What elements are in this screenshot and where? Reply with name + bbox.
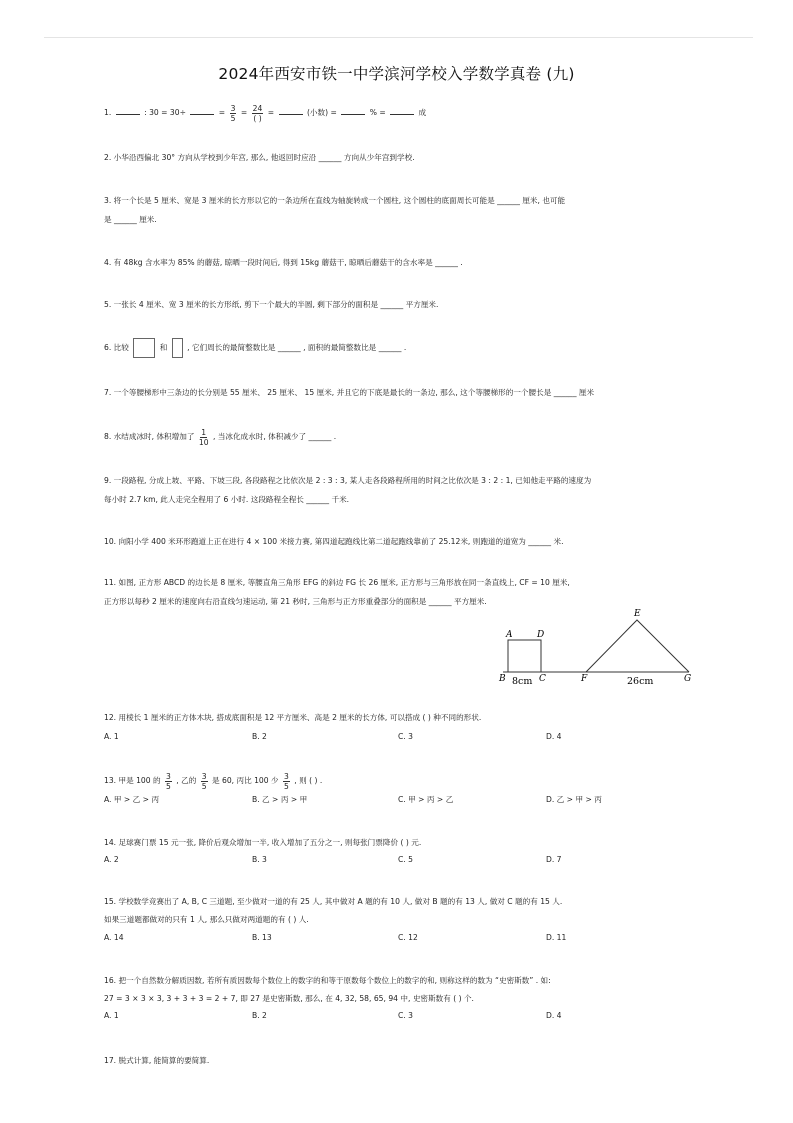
option-a[interactable]: A. 甲 > 乙 > 丙 xyxy=(104,795,160,804)
label-e: E xyxy=(634,609,641,619)
option-a[interactable]: A. 1 xyxy=(104,1011,119,1020)
fraction: $\frac{3}{5}$ xyxy=(201,771,207,791)
fraction: $\frac{1}{10}$ xyxy=(198,427,209,447)
triangle-efg xyxy=(586,620,689,672)
option-d[interactable]: D. 11 xyxy=(546,933,567,942)
label-side: 8cm xyxy=(512,676,533,687)
blank[interactable] xyxy=(279,106,303,115)
question-15-line-2: 如果三道题都做对的只有 1 人, 那么只做对两道题的有 ( ) 人. xyxy=(104,915,309,924)
option-b[interactable]: B. 13 xyxy=(252,933,272,942)
question-14: 14. 足球赛门票 15 元一张, 降价后观众增加一半, 收入增加了五分之一, 则每张门票降价 ( ) 元. xyxy=(104,838,422,847)
question-11-line-1: 11. 如图, 正方形 ABCD 的边长是 8 厘米, 等腰直角三角形 EFG 的斜边 FG 长 26 厘米, 正方形与三角形放在同一条直线上, CF = 10 厘米, xyxy=(104,578,570,587)
question-3-line-2: 是 ______ 厘米. xyxy=(104,215,157,224)
option-d[interactable]: D. 7 xyxy=(546,855,562,864)
question-9-line-1: 9. 一段路程, 分成上坡、平路、下坡三段, 各段路程之比依次是 2 : 3 : 3, 某人走各段路程所用的时间之比依次是 3 : 2 : 1, 已知他走平路的速度为 xyxy=(104,476,592,485)
option-b[interactable]: B. 2 xyxy=(252,732,267,741)
label-base: 26cm xyxy=(627,676,654,687)
question-16-line-1: 16. 把一个自然数分解质因数, 若所有质因数每个数位上的数字的和等于原数每个数位上的数字的和, 则称这样的数为 “史密斯数” . 如: xyxy=(104,976,551,985)
label-a: A xyxy=(506,630,513,640)
option-c[interactable]: C. 12 xyxy=(398,933,418,942)
option-b[interactable]: B. 2 xyxy=(252,1011,267,1020)
option-a[interactable]: A. 14 xyxy=(104,933,124,942)
top-rule xyxy=(44,37,753,38)
question-16-line-2: 27 = 3 × 3 × 3, 3 + 3 + 3 = 2 + 7, 即 27 是史密斯数, 那么, 在 4, 32, 58, 65, 94 中, 史密斯数有 ( ) 个. xyxy=(104,994,474,1003)
question-6: 6. 比较 和 , 它们周长的最简整数比是 ______ , 面积的最简整数比是 ______ . xyxy=(104,338,704,358)
option-d[interactable]: D. 乙 > 甲 > 丙 xyxy=(546,795,602,804)
question-12: 12. 用棱长 1 厘米的正方体木块, 搭成底面积是 12 平方厘米、高是 2 厘米的长方体, 可以搭成 ( ) 种不同的形状. xyxy=(104,713,482,722)
label-f: F xyxy=(581,674,588,684)
question-7: 7. 一个等腰梯形中三条边的长分别是 55 厘米、 25 厘米、 15 厘米, 并且它的下底是最长的一条边, 那么, 这个等腰梯形的一个腰长是 ______ 厘米 xyxy=(104,388,595,397)
label-g: G xyxy=(684,674,692,684)
question-9-line-2: 每小时 2.7 km, 此人走完全程用了 6 小时. 这段路程全程长 ______ 千米. xyxy=(104,495,350,504)
label-b: B xyxy=(499,674,506,684)
question-13: 13. 甲是 100 的 $\frac{3}{5}$ , 乙的 $\frac{3}{5}$ 是 60, 丙比 100 少 $\frac{3}{5}$ , 则 ( ) . xyxy=(104,771,323,791)
option-b[interactable]: B. 3 xyxy=(252,855,267,864)
option-d[interactable]: D. 4 xyxy=(546,1011,562,1020)
option-a[interactable]: A. 2 xyxy=(104,855,119,864)
page-title: 2024年西安市铁一中学滨河学校入学数学真卷 (九) xyxy=(218,65,575,83)
blank[interactable] xyxy=(341,106,365,115)
question-4: 4. 有 48kg 含水率为 85% 的蘑菇, 晾晒一段时间后, 得到 15kg 蘑菇干, 晾晒后蘑菇干的含水率是 ______ . xyxy=(104,258,463,267)
question-1: 1. : 30 = 30÷ = $\frac{3}{5}$ = $\frac{24}{( )}$ = (小数) = % = 成 xyxy=(104,103,427,123)
option-d[interactable]: D. 4 xyxy=(546,732,562,741)
option-c[interactable]: C. 5 xyxy=(398,855,413,864)
square-triangle-figure xyxy=(497,604,697,688)
blank[interactable] xyxy=(190,106,214,115)
fraction: $\frac{3}{5}$ xyxy=(166,771,171,791)
option-c[interactable]: C. 3 xyxy=(398,1011,413,1020)
question-2: 2. 小华沿西偏北 30° 方向从学校到少年宫, 那么, 他返回时应沿 ______ 方向从少年宫到学校. xyxy=(104,153,415,162)
label-c: C xyxy=(539,674,546,684)
question-5: 5. 一张长 4 厘米、宽 3 厘米的长方形纸, 剪下一个最大的半圆, 剩下部分的面积是 ______ 平方厘米. xyxy=(104,300,439,309)
rectangle-figure-icon xyxy=(133,338,155,358)
blank[interactable] xyxy=(390,106,414,115)
option-c[interactable]: C. 3 xyxy=(398,732,413,741)
question-3-line-1: 3. 将一个长是 5 厘米、宽是 3 厘米的长方形以它的一条边所在直线为轴旋转成一个圆柱, 这个圆柱的底面周长可能是 ______ 厘米, 也可能 xyxy=(104,196,566,205)
question-11-line-2: 正方形以每秒 2 厘米的速度向右沿直线匀速运动, 第 21 秒时, 三角形与正方形重叠部分的面积是 ______ 平方厘米. xyxy=(104,597,487,606)
label-d: D xyxy=(537,630,545,640)
question-17: 17. 脱式计算, 能简算的要简算. xyxy=(104,1056,210,1065)
option-b[interactable]: B. 乙 > 丙 > 甲 xyxy=(252,795,308,804)
fraction: $\frac{3}{5}$ xyxy=(284,771,289,791)
fraction: $\frac{24}{( )}$ xyxy=(252,103,263,123)
question-8: 8. 水结成冰时, 体积增加了 $\frac{1}{10}$ , 当冰化成水时, 体积减少了 ______ . xyxy=(104,427,337,447)
fraction: $\frac{3}{5}$ xyxy=(230,103,236,123)
narrow-rectangle-figure-icon xyxy=(172,338,183,358)
option-a[interactable]: A. 1 xyxy=(104,732,119,741)
blank[interactable] xyxy=(116,106,140,115)
option-c[interactable]: C. 甲 > 丙 > 乙 xyxy=(398,795,454,804)
square-abcd xyxy=(508,640,541,672)
question-15-line-1: 15. 学校数学竞赛出了 A, B, C 三道题, 至少做对一道的有 25 人, 其中做对 A 题的有 10 人, 做对 B 题的有 13 人, 做对 C 题的有 15 人. xyxy=(104,897,563,906)
question-10: 10. 向阳小学 400 米环形跑道上正在进行 4 × 100 米接力赛, 第四道起跑线比第二道起跑线靠前了 25.12米, 则跑道的道宽为 ______ 米. xyxy=(104,537,564,546)
